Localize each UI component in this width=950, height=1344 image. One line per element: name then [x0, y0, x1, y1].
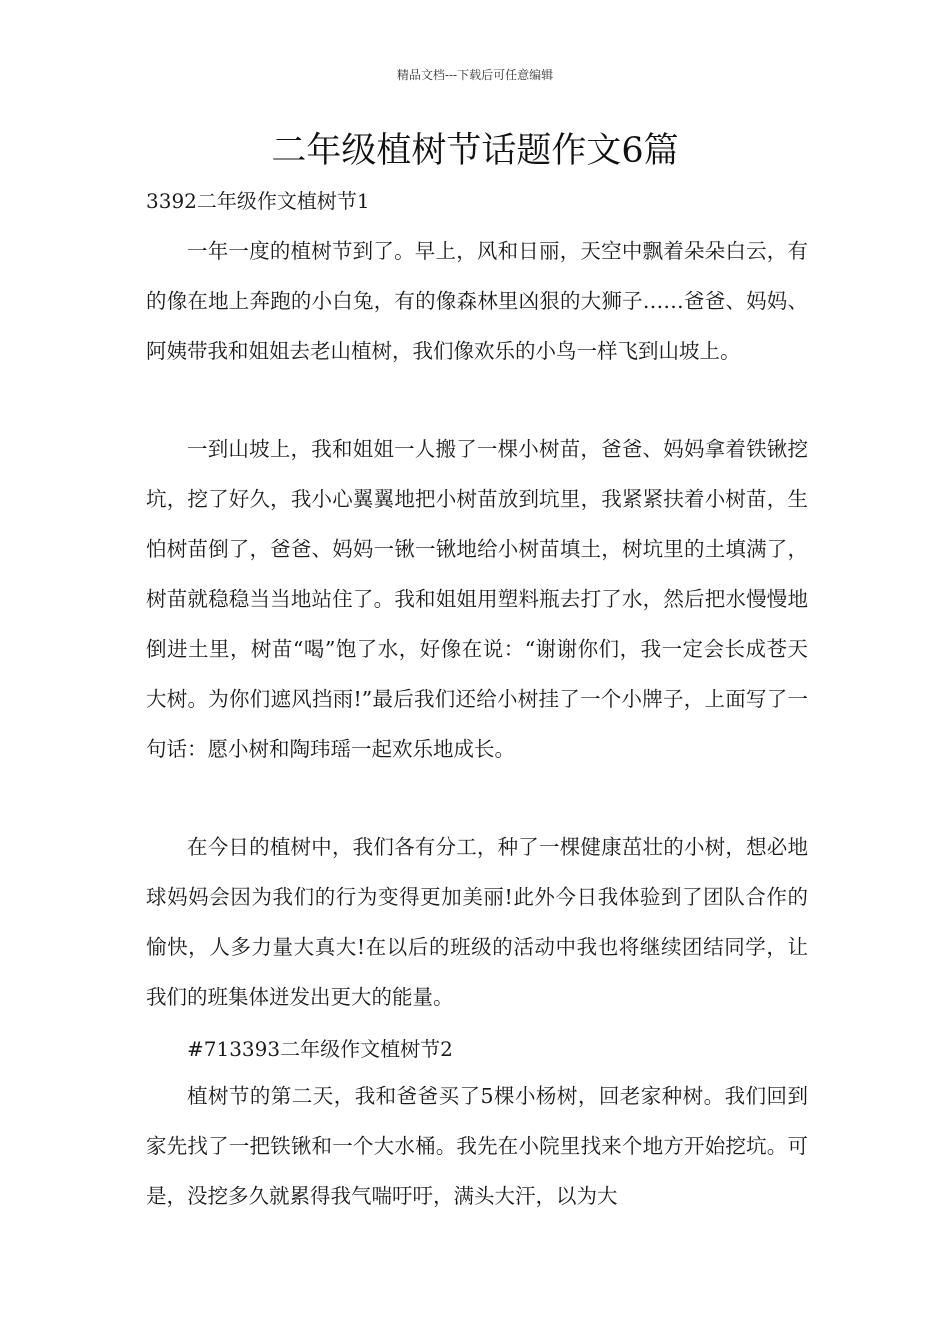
paragraph: 一到山坡上，我和姐姐一人搬了一棵小树苗，爸爸、妈妈拿着铁锹挖坑，挖了好久，我小心翼翼地把小树苗放到坑里，我紧紧扶着小树苗，生怕树苗倒了，爸爸、妈妈一锹一锹地给小树苗填土，树坑里的土填满了，树苗就稳稳当当地站住了。我和姐姐用塑料瓶去打了水，然后把水慢慢地倒进土里，树苗“喝”饱了水，好像在说：“谢谢你们，我一定会长成苍天大树。为你们遮风挡雨!”最后我们还给小树挂了一个小牌子，上面写了一句话：愿小树和陶玮瑶一起欢乐地成长。 — [146, 437, 808, 761]
section-subtitle: 3392二年级作文植树节1 — [146, 189, 370, 213]
header-note: 精品文档---下载后可任意编辑 — [396, 68, 554, 82]
paragraph: 在今日的植树中，我们各有分工，种了一棵健康茁壮的小树，想必地球妈妈会因为我们的行为变得更加美丽!此外今日我体验到了团队合作的愉快，人多力量大真大!在以后的班级的活动中我也将继续团结同学，让我们的班集体迸发出更大的能量。 — [146, 835, 808, 1009]
document-title: 二年级植树节话题作文6篇 — [271, 131, 679, 171]
paragraph: 植树节的第二天，我和爸爸买了5棵小杨树，回老家种树。我们回到家先找了一把铁锹和一个大水桶。我先在小院里找来个地方开始挖坑。可是，没挖多久就累得我气喘吁吁，满头大汗，以为大 — [146, 1084, 808, 1208]
paragraph: 一年一度的植树节到了。早上，风和日丽，天空中飘着朵朵白云，有的像在地上奔跑的小白兔，有的像森林里凶狠的大狮子……爸爸、妈妈、阿姨带我和姐姐去老山植树，我们像欢乐的小鸟一样飞到山坡上。 — [146, 239, 808, 363]
section-subtitle: #713393二年级作文植树节2 — [187, 1037, 453, 1061]
